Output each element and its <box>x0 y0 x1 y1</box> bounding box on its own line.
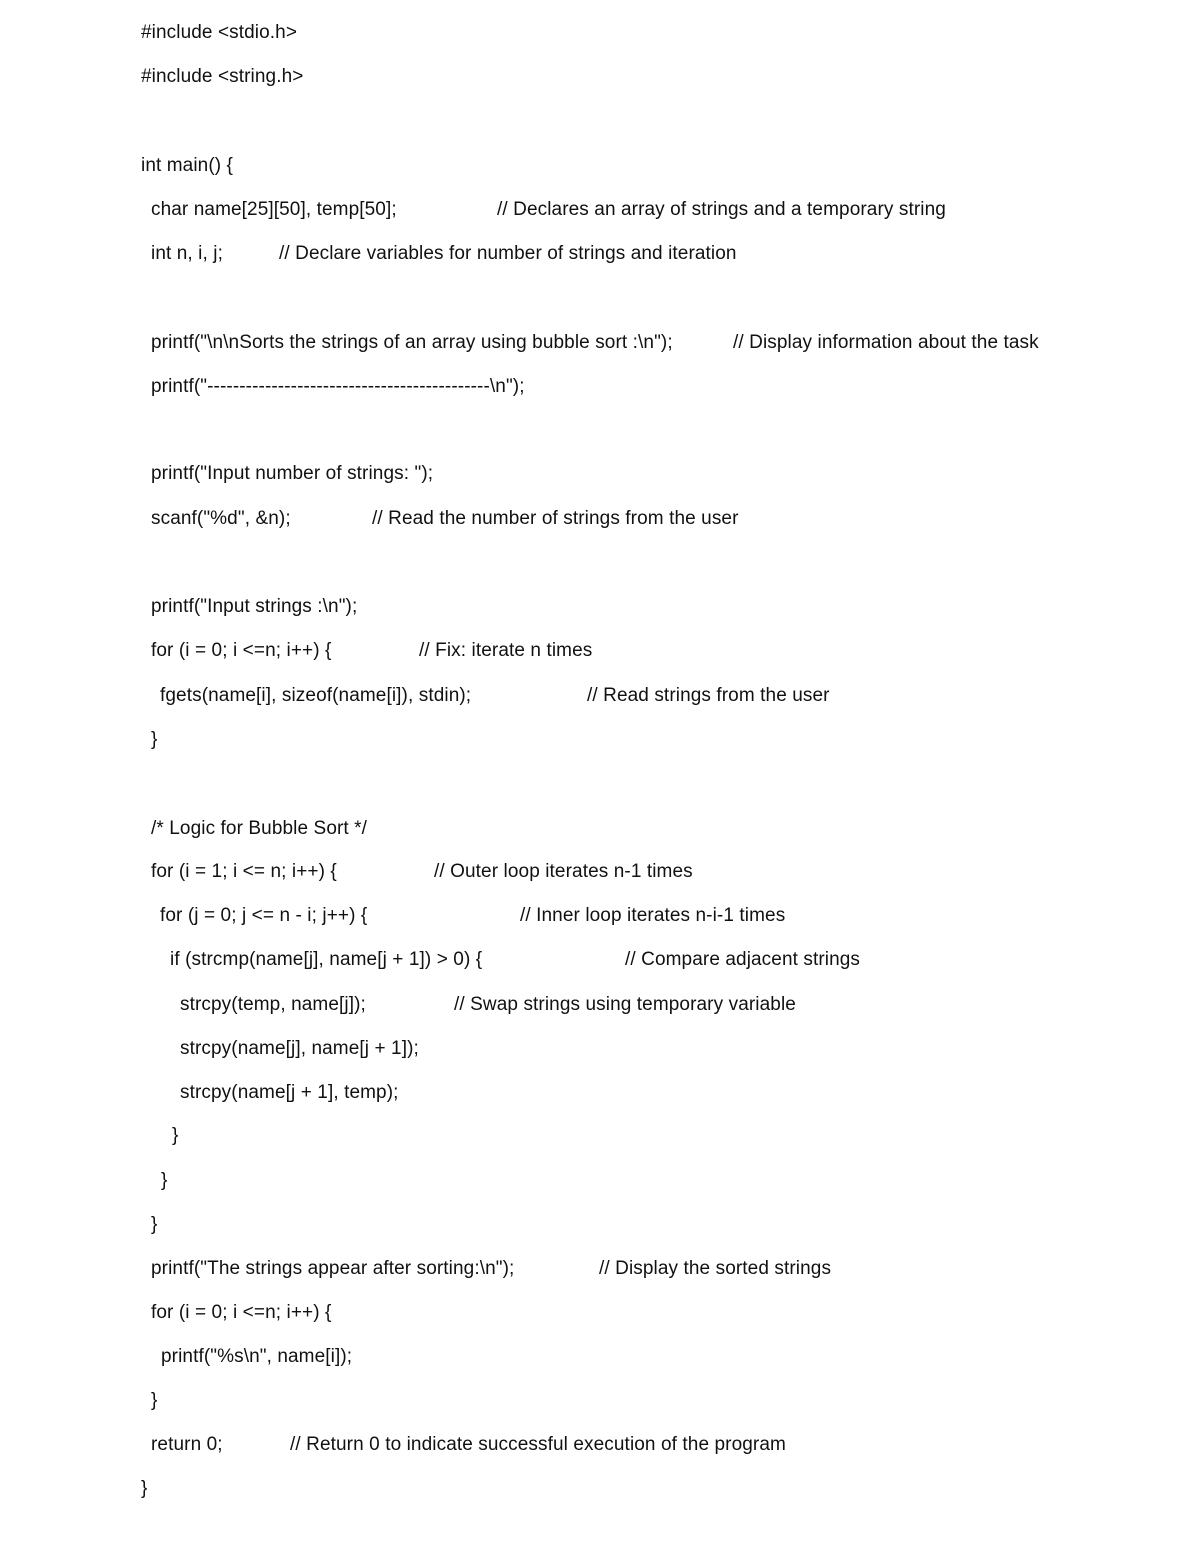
comment-text: // Declare variables for number of strings and iteration <box>279 243 737 264</box>
code-line <box>0 1210 158 1240</box>
comment-text: // Return 0 to indicate successful execution of the program <box>290 1434 786 1455</box>
code-text: #include <stdio.h> <box>141 22 298 43</box>
code-line <box>0 814 368 844</box>
code-line <box>0 681 830 711</box>
code-line <box>0 504 739 534</box>
code-line <box>0 62 304 92</box>
code-text: printf("Input number of strings: "); <box>151 463 434 484</box>
code-text: for (j = 0; j <= n - i; j++) { <box>160 905 368 926</box>
code-text: } <box>172 1125 179 1146</box>
comment-text: // Fix: iterate n times <box>419 640 593 661</box>
comment-text: // Display the sorted strings <box>599 1258 832 1279</box>
code-text: for (i = 0; i <=n; i++) { <box>151 1302 332 1323</box>
code-text: for (i = 0; i <=n; i++) { <box>151 640 332 661</box>
code-line <box>0 372 525 402</box>
code-text: printf("Input strings :\n"); <box>151 596 358 617</box>
code-text: strcpy(temp, name[j]); <box>180 994 366 1015</box>
code-line <box>0 636 593 666</box>
code-text: #include <string.h> <box>141 66 304 87</box>
code-text: if (strcmp(name[j], name[j + 1]) > 0) { <box>170 949 483 970</box>
code-text: fgets(name[i], sizeof(name[i]), stdin); <box>160 685 472 706</box>
code-line <box>0 1034 419 1064</box>
comment-text: // Outer loop iterates n-1 times <box>434 861 693 882</box>
code-line <box>0 328 1039 358</box>
code-text: scanf("%d", &n); <box>151 508 291 529</box>
comment-text: // Swap strings using temporary variable <box>454 994 796 1015</box>
comment-text: // Display information about the task <box>733 332 1039 353</box>
code-line <box>0 1298 332 1328</box>
comment-text: // Inner loop iterates n-i-1 times <box>520 905 786 926</box>
code-text: } <box>151 729 158 750</box>
code-line <box>0 1474 148 1504</box>
code-text: return 0; <box>151 1434 223 1455</box>
code-line <box>0 151 234 181</box>
code-line <box>0 459 434 489</box>
code-text: printf("--------------------------------------------\n"); <box>151 376 525 397</box>
code-line <box>0 857 693 887</box>
code-line <box>0 18 298 48</box>
code-text: char name[25][50], temp[50]; <box>151 199 397 220</box>
comment-text: // Read the number of strings from the user <box>372 508 739 529</box>
code-line <box>0 1166 168 1196</box>
code-line <box>0 990 796 1020</box>
comment-text: // Compare adjacent strings <box>625 949 861 970</box>
code-text: printf("The strings appear after sorting:\n"); <box>151 1258 515 1279</box>
code-line <box>0 1078 399 1108</box>
code-text: /* Logic for Bubble Sort */ <box>151 818 368 839</box>
code-text: } <box>151 1390 158 1411</box>
code-text: int main() { <box>141 155 234 176</box>
code-line <box>0 725 158 755</box>
code-line <box>0 1254 832 1284</box>
code-text: strcpy(name[j + 1], temp); <box>180 1082 399 1103</box>
code-text: } <box>141 1478 148 1499</box>
code-text: int n, i, j; <box>151 243 223 264</box>
code-line <box>0 901 786 931</box>
code-line <box>0 1430 786 1460</box>
code-text: } <box>151 1214 158 1235</box>
code-line <box>0 1342 353 1372</box>
code-line <box>0 945 861 975</box>
code-text: for (i = 1; i <= n; i++) { <box>151 861 337 882</box>
code-line <box>0 592 358 622</box>
comment-text: // Read strings from the user <box>587 685 830 706</box>
code-line <box>0 195 946 225</box>
code-line <box>0 239 737 269</box>
code-line <box>0 1121 179 1151</box>
code-text: } <box>161 1170 168 1191</box>
code-text: printf("\n\nSorts the strings of an array using bubble sort :\n"); <box>151 332 673 353</box>
comment-text: // Declares an array of strings and a temporary string <box>497 199 946 220</box>
code-text: strcpy(name[j], name[j + 1]); <box>180 1038 419 1059</box>
code-text: printf("%s\n", name[i]); <box>161 1346 353 1367</box>
code-line <box>0 1386 158 1416</box>
